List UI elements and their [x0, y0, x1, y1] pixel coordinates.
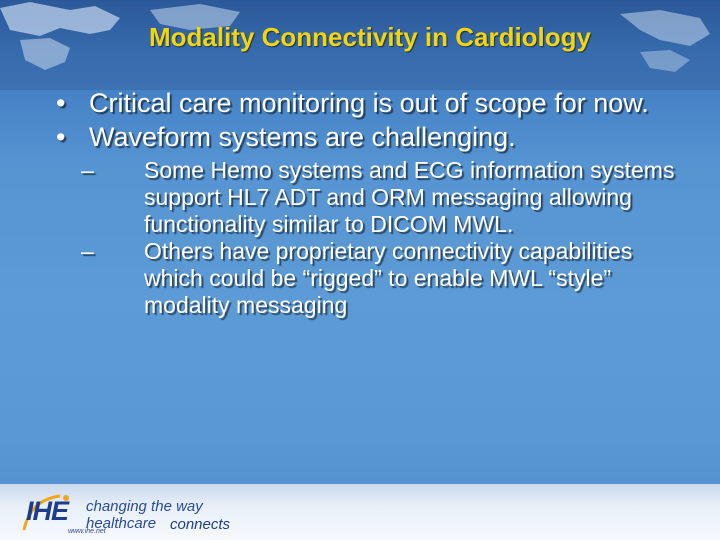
logo-tagline-emphasis: connects	[170, 516, 231, 533]
sub-bullet-symbol: –	[81, 238, 94, 264]
ihe-logo	[20, 490, 231, 535]
sub-bullet-symbol: –	[81, 157, 94, 183]
sub-bullet-text: Others have proprietary connectivity capabilities which could be “rigged” to enable MWL “style” modality messaging	[144, 238, 633, 318]
bullet-item	[56, 88, 696, 119]
slide-content	[56, 88, 696, 319]
logo-text: IHE	[26, 496, 69, 526]
bullet-item	[56, 122, 696, 153]
logo-tagline: changing the way healthcare	[86, 498, 203, 532]
sub-bullet-item	[81, 157, 696, 238]
sub-bullet-item	[81, 238, 696, 319]
bullet-text: Critical care monitoring is out of scope for now.	[89, 88, 649, 118]
logo-url: www.ihe.net	[68, 528, 106, 535]
bullet-symbol: •	[56, 122, 66, 152]
sub-bullet-text: Some Hemo systems and ECG information systems support HL7 ADT and ORM messaging allowing functionality similar to DICOM MWL.	[144, 157, 675, 237]
bullet-symbol: •	[56, 88, 66, 118]
slide-title: Modality Connectivity in Cardiology	[148, 22, 592, 52]
bullet-text: Waveform systems are challenging.	[89, 122, 516, 152]
